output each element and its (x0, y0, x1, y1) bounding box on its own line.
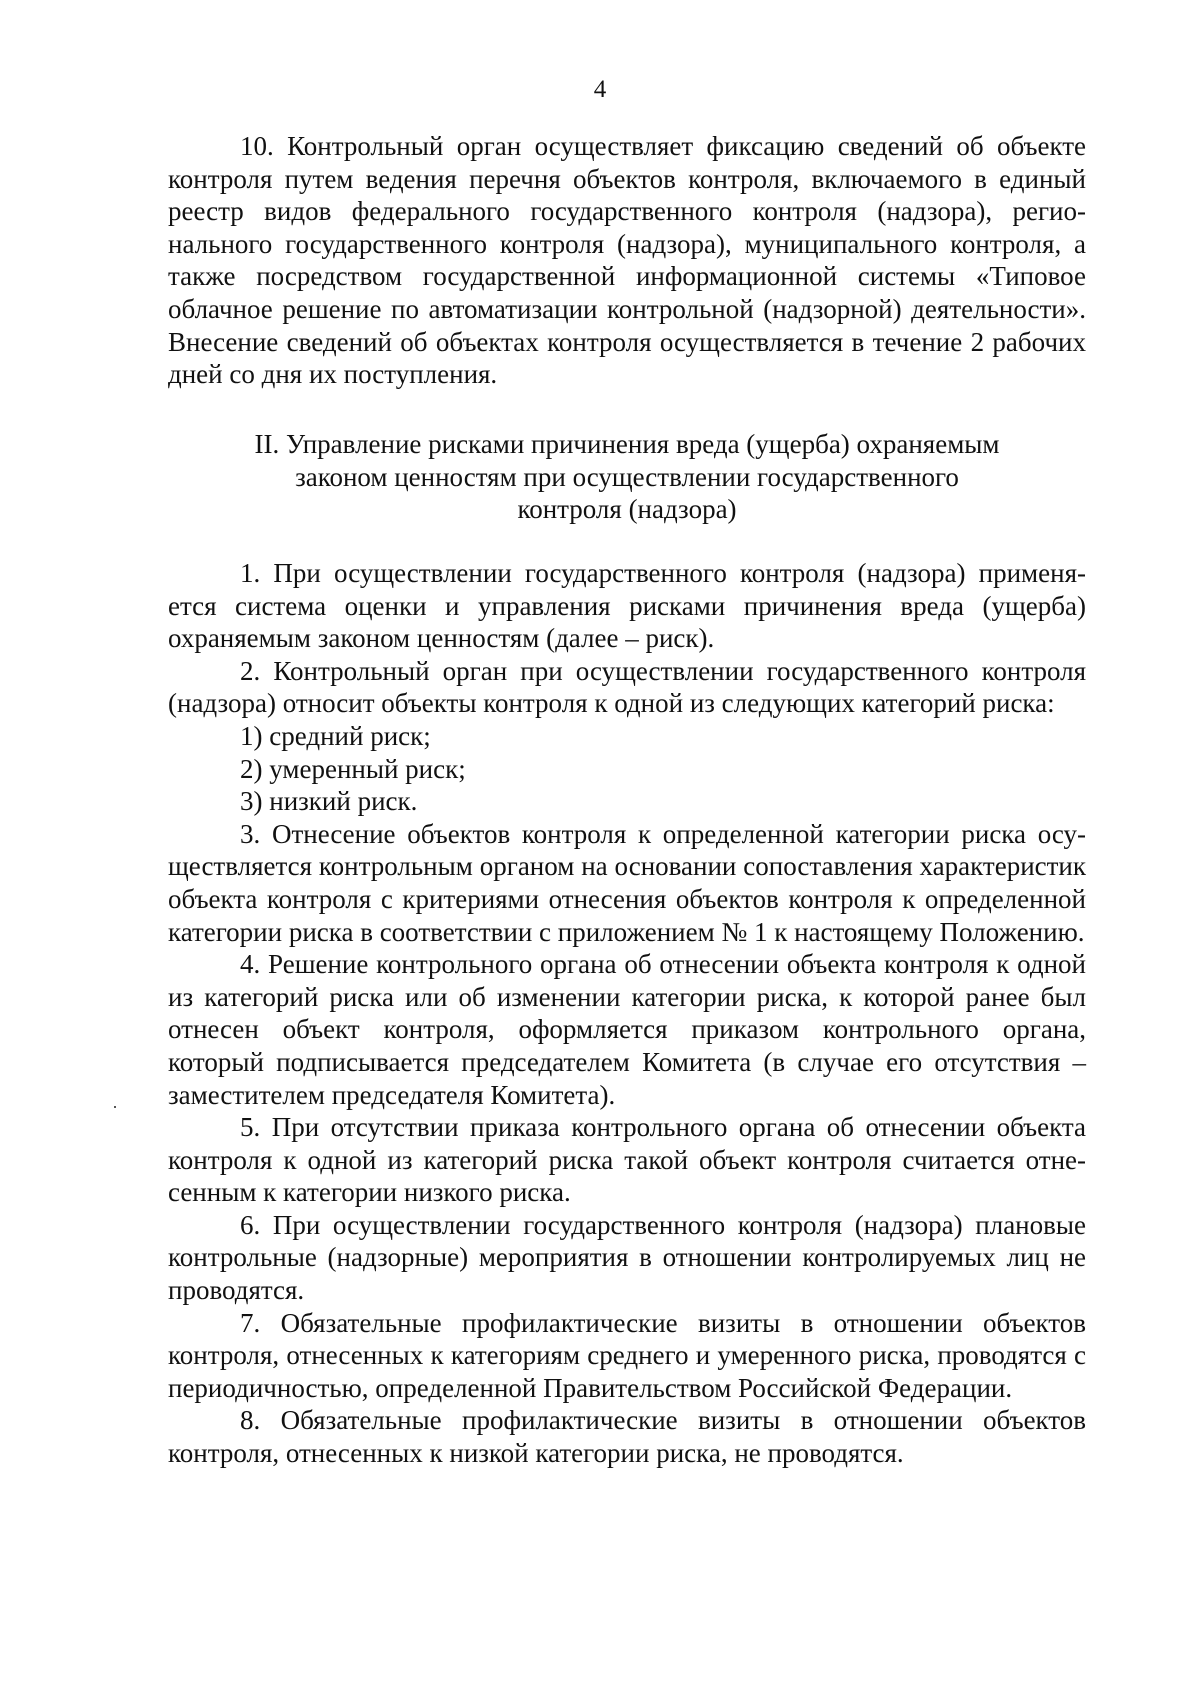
top-text-block (168, 130, 1086, 391)
section-body (168, 557, 1086, 1470)
paragraph-7: 7. Обязательные профилактические визиты в отношении объектов контроля, отнесенных к категориям среднего и умеренного риска, проводятся с периодичностью, определенной Правительством Российской Федерации. (168, 1307, 1086, 1403)
paragraph-10: 10. Контрольный орган осуществляет фиксацию сведений об объекте контроля путем ведения перечня объектов контроля, включаемого в единый реестр видов федерального государственного контроля (надзора), регионального государственного контроля (надзора), муниципального контроля, а также посредством государственной информационной системы «Типовое облачное решение по автоматизации контрольной (надзорной) деятельности». Внесение сведений об объектах контроля осуществляется в течение 2 рабочих дней со дня их поступления. (168, 131, 1086, 390)
paragraph-6: 6. При осуществлении государственного контроля (надзора) плановые контрольные (надзорные) мероприятия в отношении контролируемых лиц не проводятся. (168, 1209, 1086, 1306)
section-heading-line-1: II. Управление рисками причинения вреда (ущерба) охраняемым (254, 429, 1000, 459)
scan-dust-mark (114, 1106, 116, 1108)
list-item-moderate-risk: 2) умеренный риск; (240, 753, 466, 784)
page-number: 4 (593, 76, 607, 103)
paragraph-3: 3. Отнесение объектов контроля к определенной категории риска осуществляется контрольным органом на основании сопоставления характеристик объекта контроля с критериями отнесения объектов контроля к определенной категории риска в соответствии с приложением № 1 к настоящему Положению. (168, 818, 1086, 947)
paragraph-1: 1. При осуществлении государственного контроля (надзора) применяется система оценки и управления рисками причинения вреда (ущерба) охраняемым законом ценностям (далее – риск). (168, 558, 1086, 654)
paragraph-4: 4. Решение контрольного органа об отнесении объекта контроля к одной из категорий риска или об изменении категории риска, к которой ранее был отнесен объект контроля, оформляется приказом контрольного органа, который подписывается председателем Комитета (в случае его отсутствия – заместителем председателя Комитета). (168, 949, 1086, 1110)
paragraph-8: 8. Обязательные профилактические визиты в отношении объектов контроля, отнесенных к низкой категории риска, не проводятся. (168, 1405, 1086, 1469)
list-item-low-risk: 3) низкий риск. (240, 786, 418, 817)
paragraph-5: 5. При отсутствии приказа контрольного органа об отнесении объекта контроля к одной из категорий риска такой объект контроля считается отнесенным к категории низкого риска. (168, 1112, 1086, 1208)
section-heading-line-3: контроля (надзора) (517, 494, 737, 525)
paragraph-2: 2. Контрольный орган при осуществлении государственного контроля (надзора) относит объекты контроля к одной из следующих категорий риска: (168, 655, 1086, 719)
list-item-medium-risk: 1) средний риск; (240, 720, 431, 751)
section-heading (168, 428, 1086, 526)
section-heading-line-2: законом ценностям при осуществлении государственного (295, 461, 959, 492)
